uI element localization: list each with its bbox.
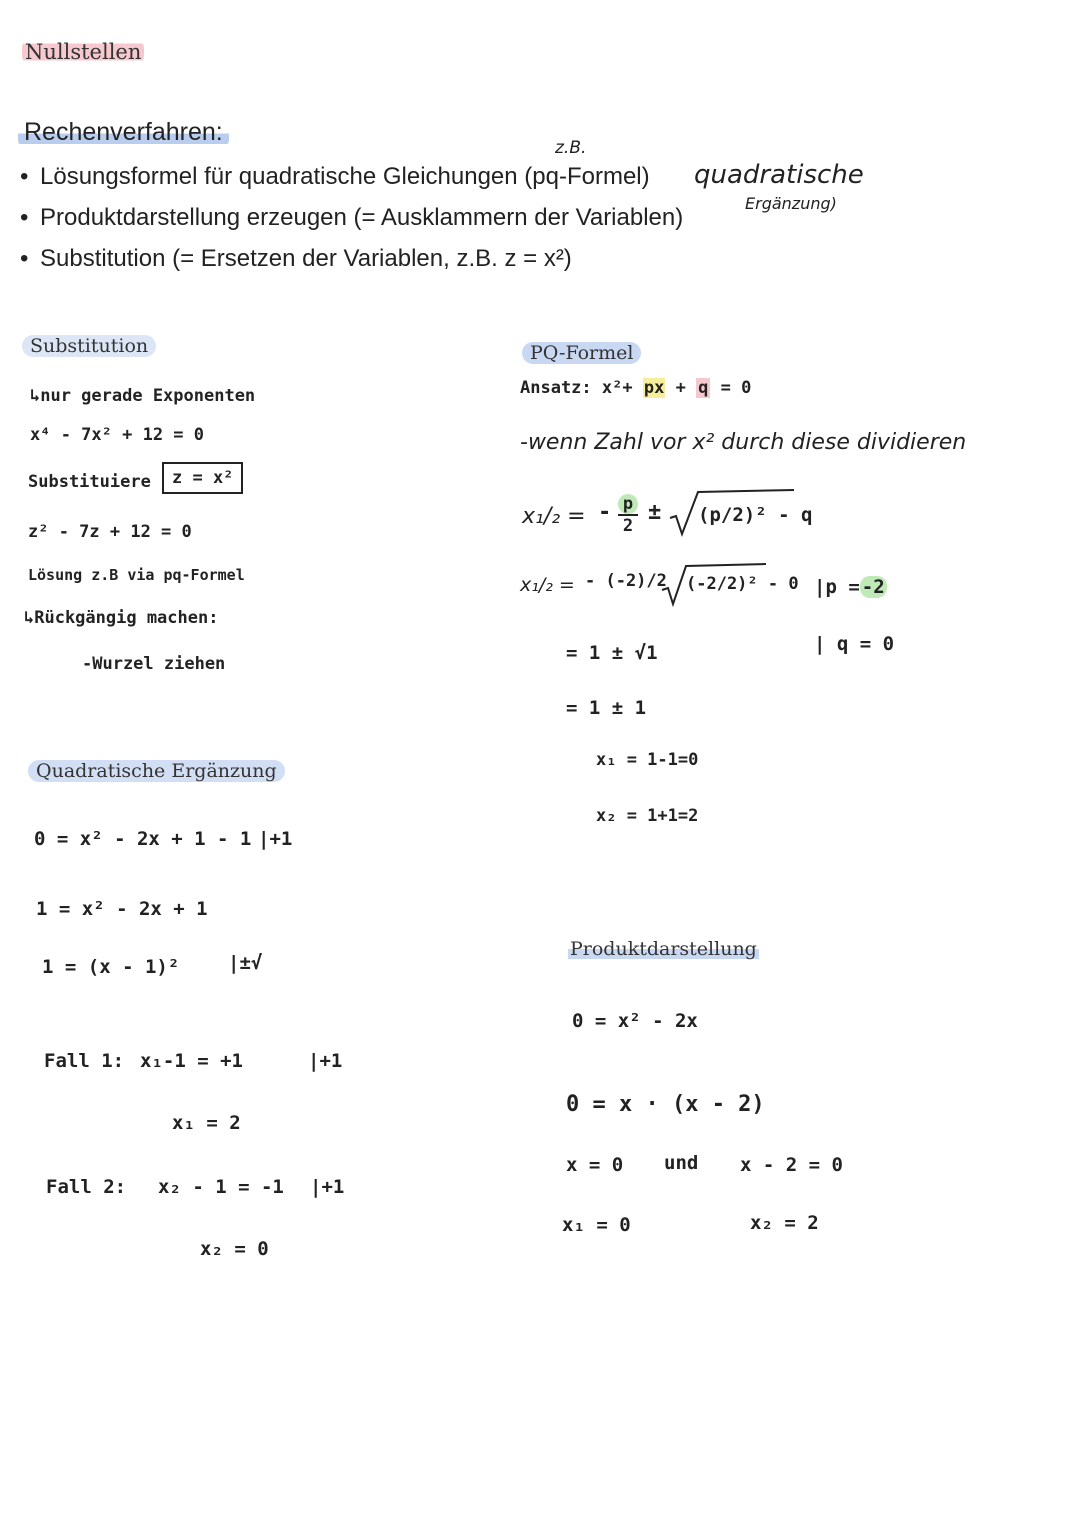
pq-formula-minus: - xyxy=(598,500,612,525)
pq-step2: = 1 ± 1 xyxy=(566,697,647,719)
bullet-item: • Lösungsformel für quadratische Gleichungen (pq-Formel) xyxy=(20,156,683,197)
substitution-label: Substituiere xyxy=(28,472,151,492)
produkt-x2: x₂ = 2 xyxy=(750,1212,819,1234)
quad-title: Quadratische Ergänzung xyxy=(28,760,285,782)
quad-line2: 1 = x² - 2x + 1 xyxy=(36,898,208,920)
pq-formula-root: (p/2)² - q xyxy=(698,504,813,526)
quad-fall1-result: x₁ = 2 xyxy=(172,1112,241,1134)
produkt-line1: 0 = x² - 2x xyxy=(572,1010,698,1032)
pq-formula-pm: ± xyxy=(648,500,662,525)
pq-x1: x₁ = 1-1=0 xyxy=(596,750,699,770)
produkt-x0: x = 0 xyxy=(566,1154,624,1176)
bullet-icon: • xyxy=(20,163,29,190)
pq-p-value: |p = -2 xyxy=(814,576,885,598)
produkt-und: und xyxy=(664,1152,699,1174)
page-title xyxy=(22,40,144,64)
bullet-item: • Substitution (= Ersetzen der Variablen, z.B. z = x²) xyxy=(20,238,683,279)
produkt-x1: x₁ = 0 xyxy=(562,1214,631,1236)
produkt-line2: 0 = x · (x - 2) xyxy=(566,1092,765,1117)
pq-x2: x₂ = 1+1=2 xyxy=(596,806,699,826)
pq-sub-root: (-2/2)² - 0 xyxy=(686,574,799,594)
substitution-title: Substitution xyxy=(22,335,156,357)
bullet-icon: • xyxy=(20,204,29,231)
note-quadratische: quadratische xyxy=(694,160,864,190)
substitution-solve: Lösung z.B via pq-Formel xyxy=(28,566,245,584)
note-zb: z.B. xyxy=(555,138,587,158)
pq-formula-frac: p 2 xyxy=(618,494,638,536)
pq-q-value: | q = 0 xyxy=(814,633,895,655)
substitution-eq1: x⁴ - 7x² + 12 = 0 xyxy=(30,425,204,445)
substitution-eq2: z² - 7z + 12 = 0 xyxy=(28,522,192,542)
pq-formula-lhs: x₁/₂ = xyxy=(522,504,586,529)
produkt-title: Produktdarstellung xyxy=(570,938,757,960)
pq-step1: = 1 ± √1 xyxy=(566,642,658,664)
rechenverfahren-title xyxy=(18,118,229,147)
rechenverfahren-list xyxy=(20,156,683,279)
quad-fall2-op: |+1 xyxy=(310,1176,345,1198)
quad-line3: 1 = (x - 1)² xyxy=(42,956,180,978)
quad-line1: 0 = x² - 2x + 1 - 1 xyxy=(34,828,252,850)
rechenverfahren-title-text: Rechenverfahren: xyxy=(18,118,229,146)
page-title-text: Nullstellen xyxy=(22,40,144,64)
bullet-item: • Produktdarstellung erzeugen (= Ausklammern der Variablen) xyxy=(20,197,683,238)
pq-ansatz: Ansatz: x²+ px + q = 0 xyxy=(520,378,752,398)
substitution-box: z = x² xyxy=(162,462,243,494)
quad-fall1-op: |+1 xyxy=(308,1050,343,1072)
quad-fall1-label: Fall 1: xyxy=(44,1050,125,1072)
substitution-root: -Wurzel ziehen xyxy=(82,654,226,674)
pq-sub-frac: - (-2)/2 xyxy=(585,571,667,591)
quad-fall2-label: Fall 2: xyxy=(46,1176,127,1198)
note-ergaenzung: Ergänzung) xyxy=(745,194,837,213)
bullet-icon: • xyxy=(20,245,29,272)
quad-fall2-result: x₂ = 0 xyxy=(200,1238,269,1260)
quad-fall2-eq: x₂ - 1 = -1 xyxy=(158,1176,284,1198)
pq-title: PQ-Formel xyxy=(522,342,641,364)
quad-line1-op: |+1 xyxy=(258,828,293,850)
produkt-x-minus-2: x - 2 = 0 xyxy=(740,1154,843,1176)
substitution-note: ↳nur gerade Exponenten xyxy=(30,386,256,406)
quad-fall1-eq: x₁-1 = +1 xyxy=(140,1050,243,1072)
substitution-undo: ↳Rückgängig machen: xyxy=(24,608,219,628)
quad-line3-op: |±√ xyxy=(228,952,263,974)
pq-sub-lhs: x₁/₂ = xyxy=(520,574,575,596)
pq-hint: -wenn Zahl vor x² durch diese dividieren xyxy=(520,430,967,455)
